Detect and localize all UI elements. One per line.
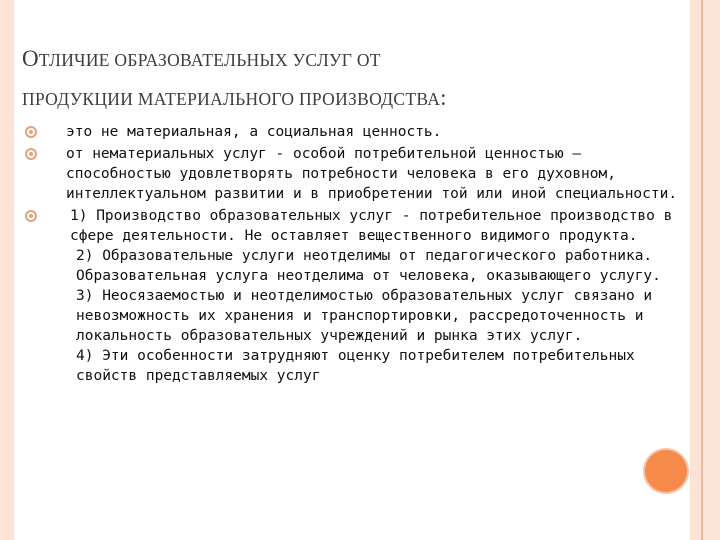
title-line-2: ПРОДУКЦИИ МАТЕРИАЛЬНОГО ПРОИЗВОДСТВА (22, 89, 441, 109)
bullet-list (22, 122, 682, 388)
right-frame-line (701, 0, 703, 540)
bullet-circle-icon (25, 126, 37, 138)
slide-title (22, 40, 672, 118)
left-frame-border (0, 0, 14, 540)
title-colon: : (440, 85, 447, 110)
bullet-paragraph-3: 3) Неосязаемостью и неотделимостью образовательных услуг связано и невозможность их хранения и транспортировки, рассредоточенность и локальность образовательных учреждений и рынка этих услуг. (76, 288, 653, 344)
bullet-text: это не материальная, а социальная ценность. (66, 124, 442, 140)
bullet-text: от нематериальных услуг - особой потребительной ценностью – способностью удовлетворять потребности человека в его духовном, интеллектуальном развитии и в приобретении той или иной специальности. (66, 146, 678, 202)
bullet-item (22, 206, 682, 386)
bullet-circle-icon (25, 148, 37, 160)
title-first-letter: О (22, 46, 39, 71)
title-line-1: ТЛИЧИЕ ОБРАЗОВАТЕЛЬНЫХ УСЛУГ ОТ (38, 50, 381, 70)
bullet-paragraph-2: 2) Образовательные услуги неотделимы от педагогического работника. Образовательная услуга неотделима от человека, оказывающего услугу. (76, 248, 661, 284)
bullet-item (22, 144, 682, 204)
bullet-paragraph-1: 1) Производство образовательных услуг - потребительное производство в сфере деятельности. Не оставляет вещественного видимого продукта. (70, 208, 673, 244)
bullet-circle-icon (25, 210, 37, 222)
decorative-orange-circle (645, 450, 687, 492)
bullet-item (22, 122, 682, 142)
bullet-paragraph-4: 4) Эти особенности затрудняют оценку потребителем потребительных свойств представляемых услуг (76, 348, 635, 384)
right-frame-border (690, 0, 720, 540)
